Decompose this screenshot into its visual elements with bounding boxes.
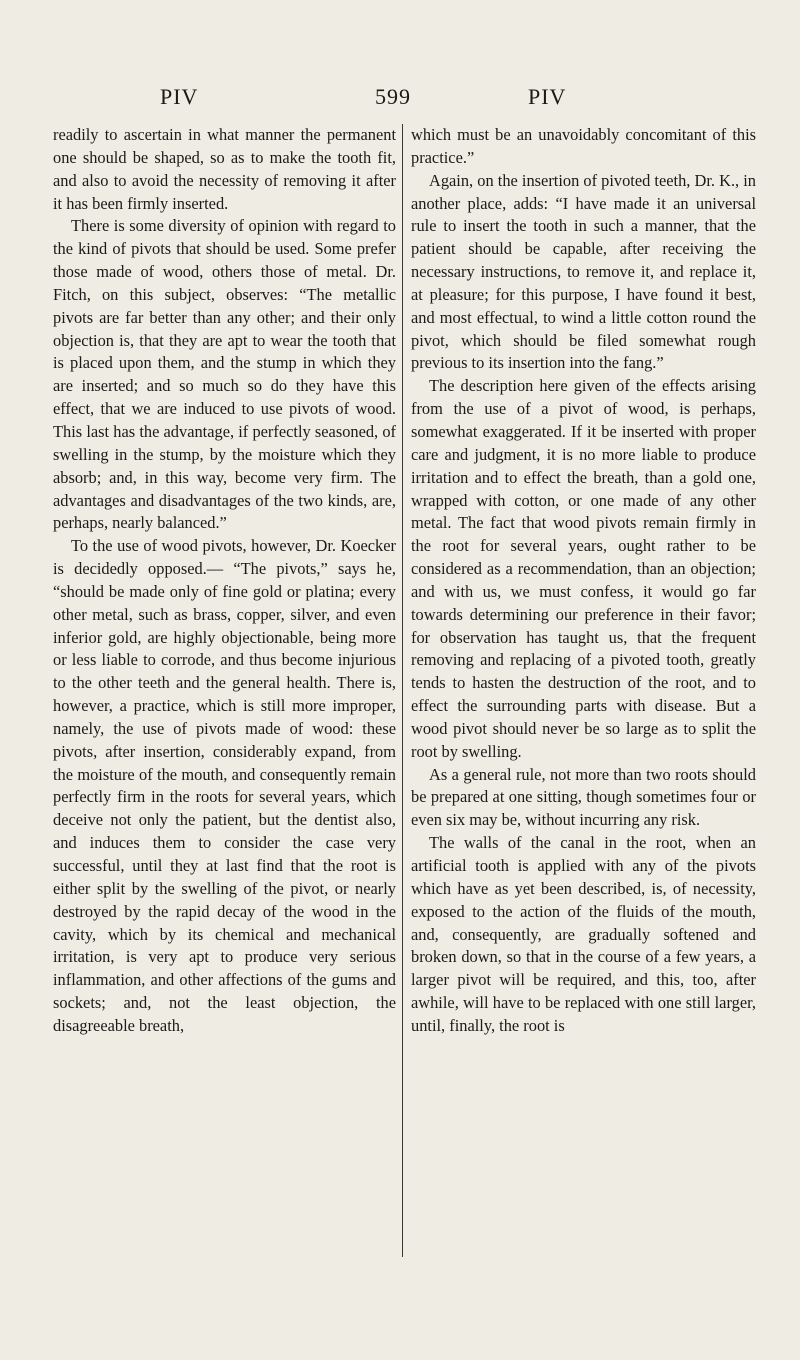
- paragraph: As a general rule, not more than two roots should be prepared at one sitting, though sometimes four or even six may be, without incurring any risk.: [411, 764, 756, 830]
- paragraph: The description here given of the effects arising from the use of a pivot of wood, is perhaps, somewhat exaggerated. If it be inserted with proper care and judgment, it is no more liable to produce irritation and to effect the breath, than a gold one, wrapped with cotton, or one made of any other metal. The fact that wood pivots remain firmly in the root for several years, ought rather to be considered as a recommendation, than an objection; and with us, we must confess, it would go far towards determining our preference in their favor; for observation has taught us, that the frequent removing and replacing of a pivoted tooth, greatly tends to hasten the destruction of the root, and to effect the surrounding parts with disease. But a wood pivot should never be so large as to split the root by swelling.: [411, 376, 756, 761]
- page-number: 599: [375, 84, 411, 109]
- right-column: [411, 124, 756, 1038]
- paragraph: To the use of wood pivots, however, Dr. Koecker is decidedly opposed.— “The pivots,” says he, “should be made only of fine gold or platina; every other metal, such as brass, copper, silver, and even inferior gold, are highly objectionable, being more or less liable to corrode, and thus become injurious to the other teeth and the general health. There is, however, a practice, which is still more improper, namely, the use of pivots made of wood: these pivots, after insertion, considerably expand, from the moisture of the mouth, and consequently remain perfectly firm in the roots for several years, which deceive not only the patient, but the dentist also, and induces them to consider the case very successful, until they at last find that the root is either split by the swelling of the pivot, or nearly destroyed by the rapid decay of the wood in the cavity, which by its chemical and mechanical irritation, is very apt to produce very serious inflammation, and other affections of the gums and sockets; and, not the least objection, the disagreeable breath,: [53, 536, 396, 1035]
- column-divider: [402, 124, 403, 1257]
- left-column: [53, 124, 396, 1038]
- header-right-keyword: PIV: [528, 84, 567, 109]
- running-header: [0, 84, 800, 114]
- header-left-keyword: PIV: [160, 84, 199, 109]
- paragraph: Again, on the insertion of pivoted teeth, Dr. K., in another place, adds: “I have made it an universal rule to insert the tooth in such a manner, that the patient should be capable, after receiving the necessary instructions, to remove it, and replace it, at pleasure; for this purpose, I have found it best, and most effectual, to wind a little cotton round the pivot, which should be filed somewhat rough previous to its insertion into the fang.”: [411, 170, 756, 373]
- paragraph: The walls of the canal in the root, when an artificial tooth is applied with any of the pivots which have as yet been described, is, of necessity, exposed to the action of the fluids of the mouth, and, consequently, are gradually softened and broken down, so that in the course of a few years, a larger pivot will be required, and this, too, after awhile, will have to be replaced with one still larger, until, finally, the root is: [411, 833, 756, 1035]
- paragraph: readily to ascertain in what manner the permanent one should be shaped, so as to make the tooth fit, and also to avoid the necessity of removing it after it has been firmly inserted.: [53, 125, 396, 213]
- paragraph: There is some diversity of opinion with regard to the kind of pivots that should be used. Some prefer those made of wood, others those of metal. Dr. Fitch, on this subject, observes: “The metallic pivots are far better than any other; and their only objection is, that they are apt to wear the tooth that is placed upon them, and the stump in which they are inserted; and so much so do they have this effect, that we are induced to use pivots of wood. This last has the advantage, if perfectly seasoned, of swelling in the stump, by the moisture which they absorb; and, in this way, become very firm. The advantages and disadvantages of the two kinds, are, perhaps, nearly balanced.”: [53, 216, 396, 533]
- paragraph: which must be an unavoidably concomitant of this practice.”: [411, 125, 756, 167]
